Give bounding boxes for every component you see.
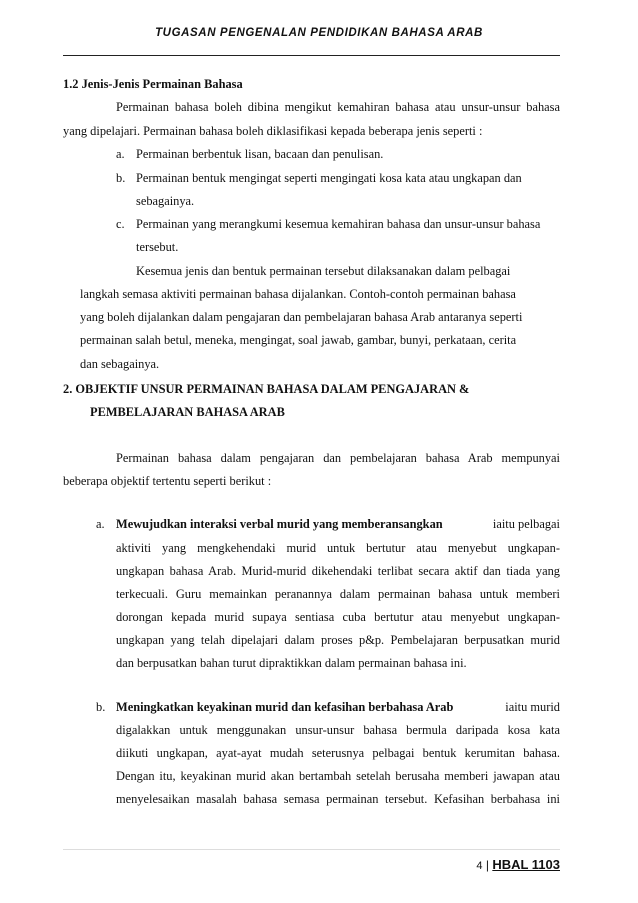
section-1-2-intro-line-1: Permainan bahasa boleh dibina mengikut kemahiran bahasa atau unsur-unsur bahasa xyxy=(116,100,560,114)
list-item-text-continued: tersebut. xyxy=(136,240,179,254)
objective-b-line: diikuti ungkapan, ayat-ayat mudah seterusnya pelbagai bentuk kerumitan bahasa. xyxy=(116,746,560,760)
objective-a-line: dorongan kepada murid supaya sentiasa cuba bertutur atau menyebut ungkapan- xyxy=(116,610,560,624)
objective-a-line: dan berpusatkan bahan turut dipraktikkan dalam permainan bahasa ini. xyxy=(116,656,467,670)
footer-divider xyxy=(63,849,560,850)
objective-a-title-tail: iaitu pelbagai xyxy=(492,517,560,531)
list-item-text: Permainan berbentuk lisan, bacaan dan penulisan. xyxy=(136,147,384,161)
list-item-text-continued: sebagainya. xyxy=(136,194,195,208)
objective-b-line: menyelesaikan masalah bahasa semasa permainan tersebut. Kefasihan berbahasa ini xyxy=(116,792,560,806)
objective-b-line: Dengan itu, keyakinan murid akan bertambah setelah berusaha memberi jawapan atau xyxy=(116,769,560,783)
section-heading-2: 2. OBJEKTIF UNSUR PERMAINAN BAHASA DALAM PENGAJARAN & xyxy=(63,382,470,396)
section-2-intro-line-2: beberapa objektif tertentu seperti berikut : xyxy=(63,474,272,488)
objective-a-line: ungkapan bahasa Arab. Murid-murid dikehendaki terlibat secara aktif dan tiada yang xyxy=(116,564,560,578)
list-item-marker: c. xyxy=(116,217,125,231)
objective-a-line: ungkapan yang telah dipelajari dalam proses p&p. Pembelajaran berpusatkan murid xyxy=(116,633,560,647)
section-heading-2-continued: PEMBELAJARAN BAHASA ARAB xyxy=(90,405,285,419)
section-2-intro-line-1: Permainan bahasa dalam pengajaran dan pembelajaran bahasa Arab mempunyai xyxy=(116,451,560,465)
paragraph-line: permainan salah betul, meneka, mengingat, soal jawab, gambar, bunyi, perkataan, cerita xyxy=(80,333,517,347)
paragraph-line: yang boleh dijalankan dalam pengajaran dan pembelajaran bahasa Arab antaranya seperti xyxy=(80,310,523,324)
objective-marker: a. xyxy=(96,517,105,531)
objective-b-title: Meningkatkan keyakinan murid dan kefasihan berbahasa Arab xyxy=(116,700,454,714)
objective-a-title: Mewujudkan interaksi verbal murid yang memberansangkan xyxy=(116,517,443,531)
section-heading-1-2: 1.2 Jenis-Jenis Permainan Bahasa xyxy=(63,77,243,91)
list-item-text: Permainan yang merangkumi kesemua kemahiran bahasa dan unsur-unsur bahasa xyxy=(136,217,541,231)
page-header-title: TUGASAN PENGENALAN PENDIDIKAN BAHASA ARAB xyxy=(155,27,483,39)
list-item-marker: b. xyxy=(116,171,126,185)
section-1-2-intro-line-2: yang dipelajari. Permainan bahasa boleh diklasifikasi kepada beberapa jenis seperti : xyxy=(63,124,483,138)
objective-a-line: terkecuali. Guru memainkan peranannya dalam permainan bahasa untuk memberi xyxy=(116,587,560,601)
objective-a-first-line xyxy=(116,517,560,532)
objective-b-line: digalakkan untuk menggunakan unsur-unsur bahasa bermula daripada kosa kata xyxy=(116,723,560,737)
paragraph-line: Kesemua jenis dan bentuk permainan tersebut dilaksanakan dalam pelbagai xyxy=(136,264,511,278)
footer-separator: | xyxy=(482,858,493,872)
objective-marker: b. xyxy=(96,700,106,714)
objective-a-line: aktiviti yang mengkehendaki murid untuk bertutur atau menyebut ungkapan- xyxy=(116,541,560,555)
paragraph-line: dan sebagainya. xyxy=(80,357,160,371)
objective-b-first-line xyxy=(116,700,560,715)
paragraph-line: langkah semasa aktiviti permainan bahasa dijalankan. Contoh-contoh permainan bahasa xyxy=(80,287,516,301)
header-divider xyxy=(63,55,560,56)
list-item-text: Permainan bentuk mengingat seperti mengingati kosa kata atau ungkapan dan xyxy=(136,171,522,185)
page-number: 4 xyxy=(476,860,483,872)
course-code: HBAL 1103 xyxy=(492,857,560,872)
objective-b-title-tail: iaitu murid xyxy=(505,700,560,714)
list-item-marker: a. xyxy=(116,147,125,161)
page-footer xyxy=(476,857,560,872)
